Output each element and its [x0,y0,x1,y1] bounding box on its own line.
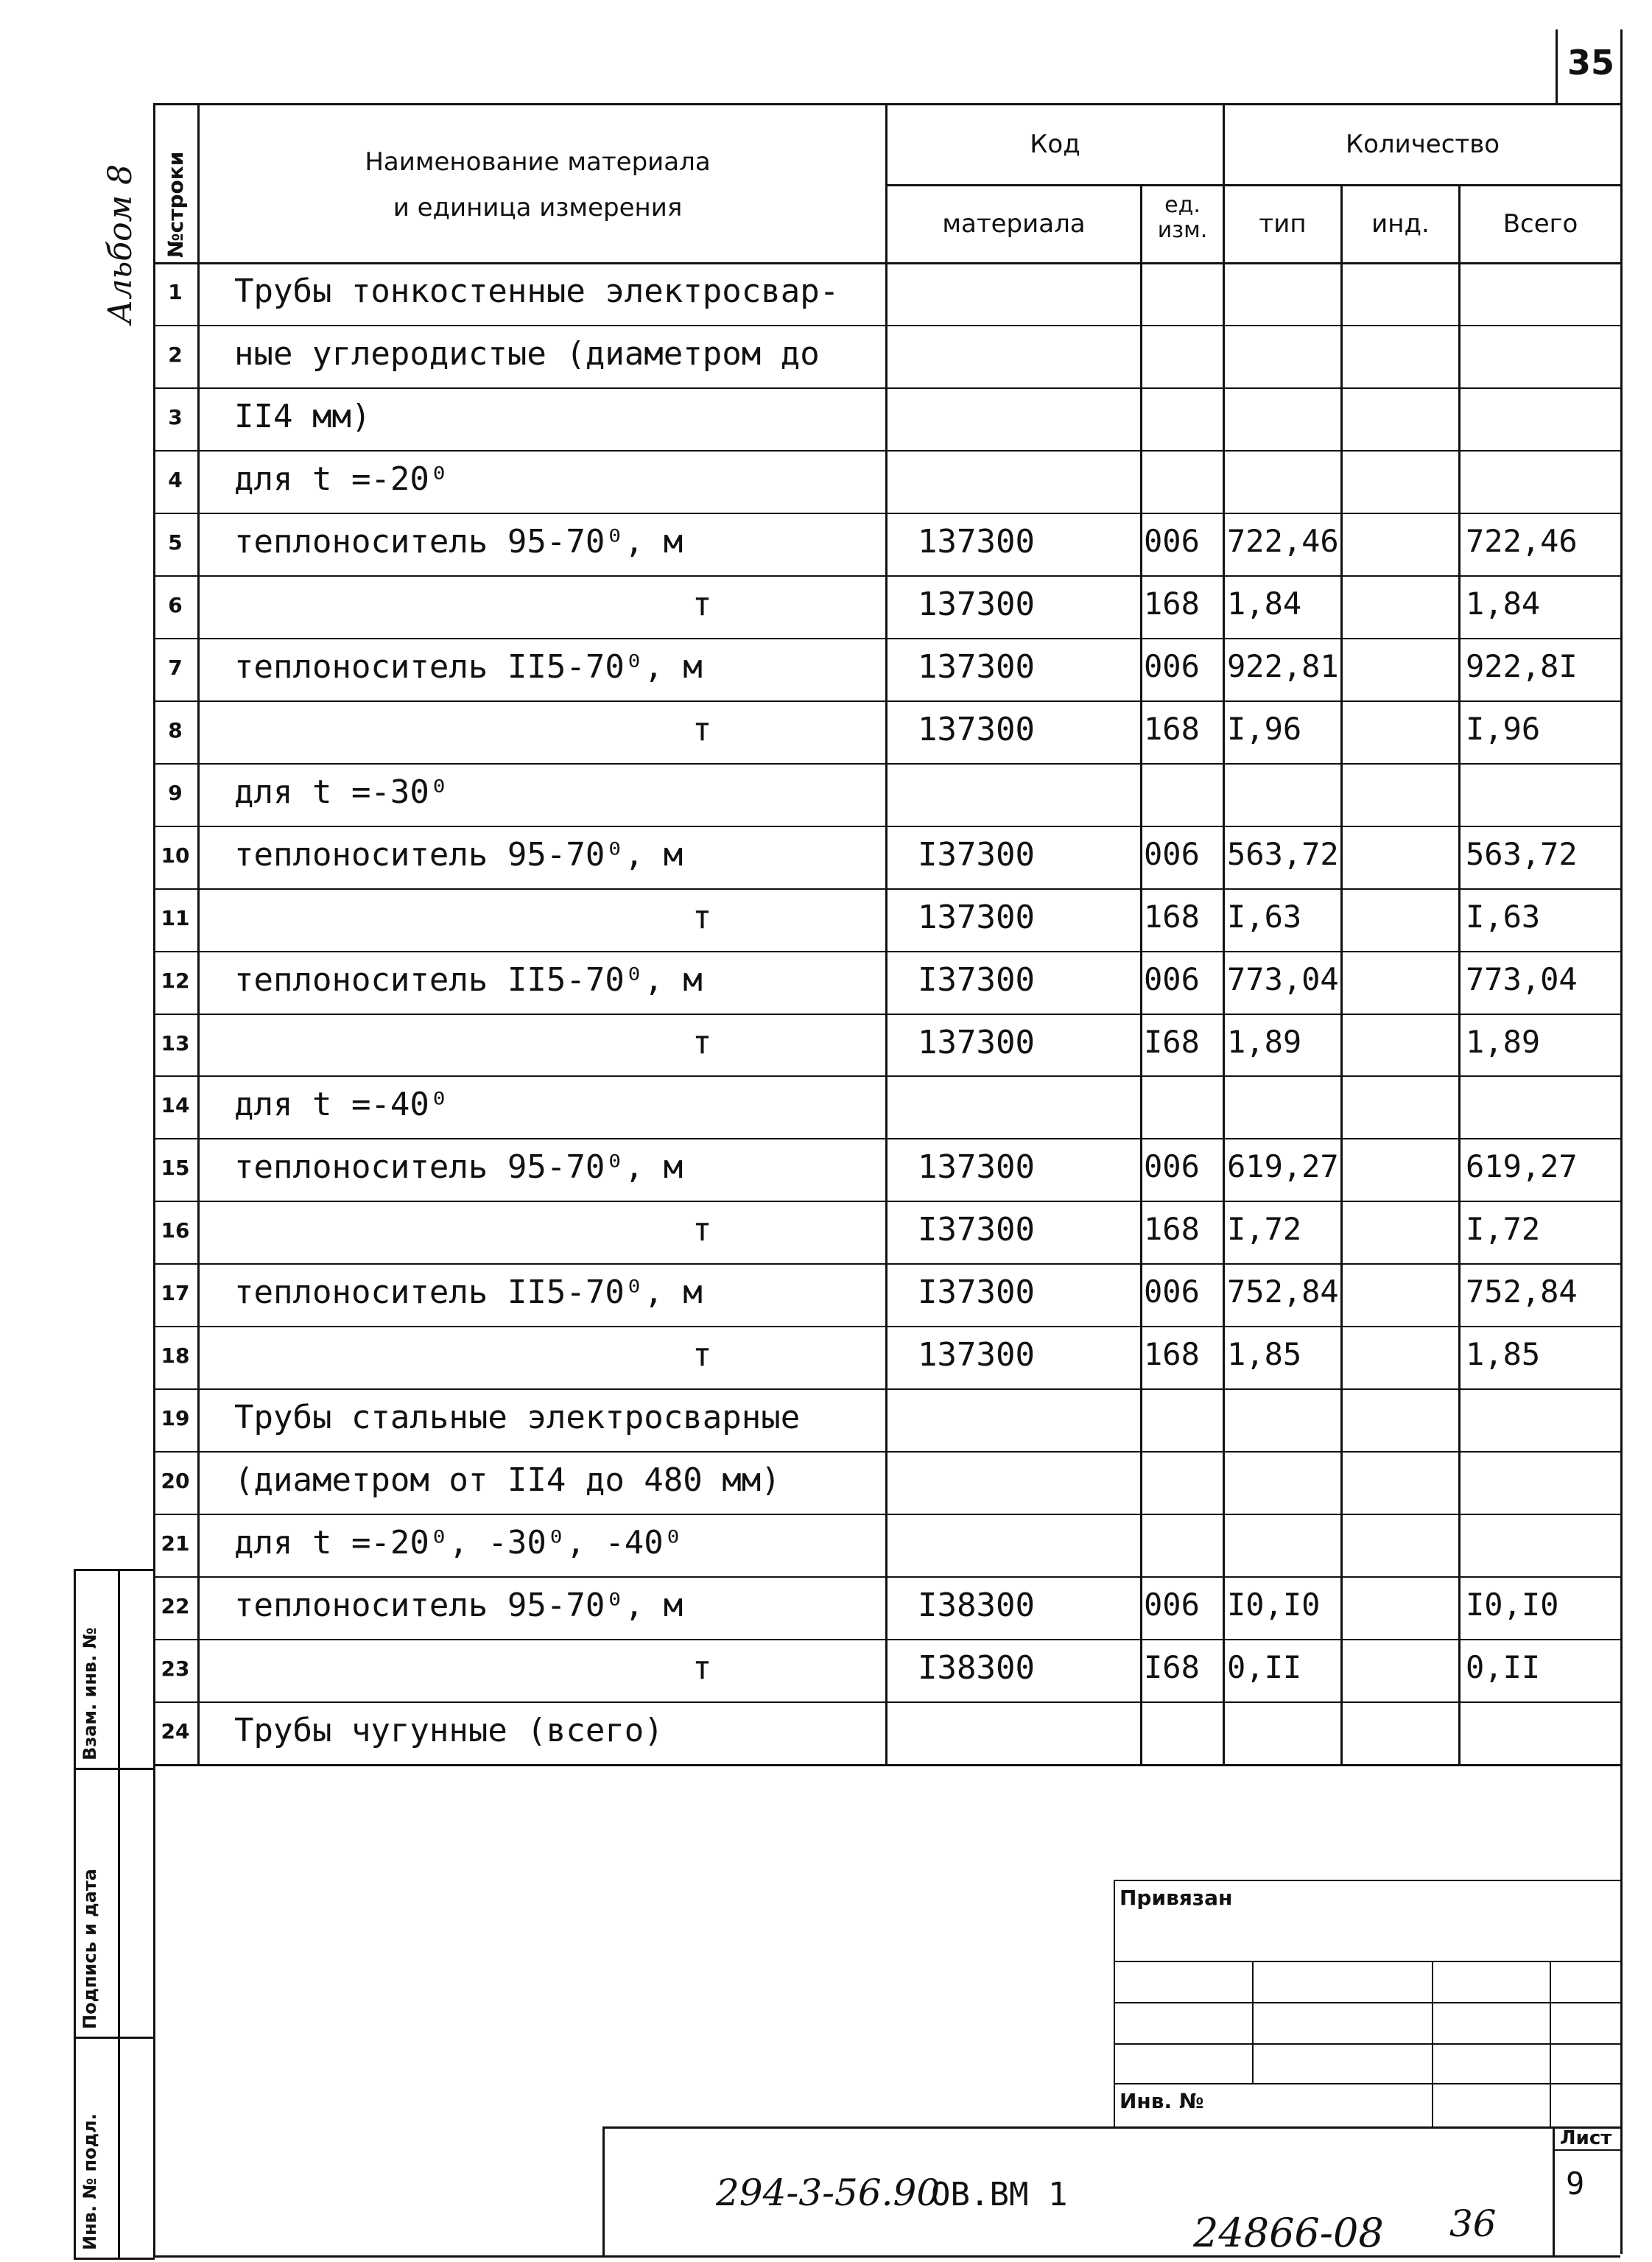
material-code: 137300 [918,648,1035,686]
material-code: I37300 [918,1211,1035,1249]
unit-code: 006 [1144,523,1200,560]
material-code: 137300 [918,711,1035,749]
row-divider [153,513,1620,514]
qty-tip: 922,81 [1227,648,1339,685]
row-number: 10 [161,843,190,868]
material-name: теплоноситель 95-70⁰, м [234,1587,683,1625]
row-divider [153,763,1620,765]
material-code: 137300 [918,586,1035,624]
privyazan-label: Привязан [1120,1886,1233,1910]
material-name: (диаметром от II4 до 480 мм) [234,1461,781,1500]
inv-no-label: Инв. № [1120,2089,1204,2113]
material-name: т [692,899,712,937]
material-name: т [692,1211,712,1249]
total-header: Всего [1502,209,1578,239]
name-header-line2: и единица измерения [393,193,683,222]
material-name: т [692,1649,712,1687]
qty-total: I0,I0 [1466,1587,1559,1623]
unit-code: I68 [1144,1649,1200,1686]
doc-box-top [602,2126,1620,2129]
archive-page: 36 [1449,2202,1497,2245]
row-divider [153,1263,1620,1265]
row-divider [153,1138,1620,1139]
material-code: 137300 [918,1148,1035,1187]
ind-column-border [1340,184,1343,1764]
material-name: т [692,1024,712,1062]
row-number: 2 [168,343,183,368]
privyazan-col-2 [1432,1961,1433,2126]
row-divider [153,575,1620,577]
row-number: 21 [161,1531,190,1556]
material-code: I37300 [918,836,1035,874]
privyazan-line-1 [1114,1961,1620,1962]
row-divider [153,1326,1620,1327]
row-number: 9 [168,781,183,806]
margin-inner-border [118,1569,120,2258]
qty-tip: I,72 [1227,1211,1302,1248]
material-name: теплоноситель 95-70⁰, м [234,836,683,874]
material-name: Трубы стальные электросварные [234,1399,801,1437]
qty-total: I,96 [1466,711,1541,748]
qty-total: 1,85 [1466,1336,1541,1373]
row-divider [153,888,1620,890]
row-divider [153,1014,1620,1015]
doc-suffix: ОВ.ВМ 1 [931,2176,1068,2213]
material-name: для t =-40⁰ [234,1086,449,1124]
row-divider [153,450,1620,452]
row-number: 18 [161,1343,190,1369]
qty-tip: I0,I0 [1227,1587,1321,1623]
material-name: для t =-30⁰ [234,773,449,812]
row-number: 11 [161,906,190,931]
qty-total: 773,04 [1466,961,1578,998]
row-number: 3 [168,405,183,430]
unit-code: I68 [1144,1024,1200,1061]
material-name: теплоноситель II5-70⁰, м [234,648,703,686]
privyazan-top [1114,1880,1620,1881]
podpis-data-label: Подпись и дата [80,1869,100,2029]
row-number: 23 [161,1657,190,1682]
doc-box-left [602,2126,605,2258]
material-name: Трубы тонкостенные электросвар- [234,273,840,311]
privyazan-col-1 [1252,1961,1254,2083]
material-name: теплоноситель 95-70⁰, м [234,1148,683,1187]
unit-code: 168 [1144,899,1200,935]
qty-tip: 619,27 [1227,1148,1339,1185]
row-divider [153,700,1620,702]
row-divider [153,387,1620,389]
qty-tip: I,63 [1227,899,1302,935]
privyazan-line-4 [1114,2083,1620,2084]
unit-code: 168 [1144,586,1200,622]
material-name: для t =-20⁰, -30⁰, -40⁰ [234,1524,683,1562]
sheet-box-left [1553,2126,1555,2258]
qty-tip: 773,04 [1227,961,1339,998]
sheet-number: 9 [1566,2166,1585,2202]
header-sub-border [885,184,1620,186]
qty-tip: 722,46 [1227,523,1339,560]
row-number: 6 [168,593,183,618]
vzam-inv-label: Взам. инв. № [80,1627,100,1760]
row-number: 4 [168,468,183,493]
unit-code: 168 [1144,711,1200,748]
inv-podl-label: Инв. № подл. [80,2113,100,2250]
qty-total: 619,27 [1466,1148,1578,1185]
unit-code: 006 [1144,836,1200,873]
unit-code: 006 [1144,1148,1200,1185]
row-number: 15 [161,1156,190,1181]
privyazan-col-3 [1550,1961,1551,2126]
total-column-border [1458,184,1461,1764]
qty-total: 1,84 [1466,586,1541,622]
stamp-bottom-border [153,2255,1620,2258]
margin-divider-1 [74,1768,155,1770]
material-code: 137300 [918,899,1035,937]
unit-code: 168 [1144,1336,1200,1373]
material-code: 137300 [918,523,1035,561]
unit-code: 006 [1144,1587,1200,1623]
row-number: 22 [161,1594,190,1619]
row-divider [153,1576,1620,1578]
row-number: 7 [168,656,183,681]
material-name: II4 мм) [234,398,371,436]
material-code: I37300 [918,961,1035,1000]
row-divider [153,1451,1620,1453]
name-header-line1: Наименование материала [365,147,711,177]
margin-outer-border [74,1569,76,2258]
row-divider [153,1388,1620,1390]
row-number: 24 [161,1719,190,1744]
unit-code: 006 [1144,961,1200,998]
sheet-corner-number: 35 [1567,43,1615,82]
material-name: теплоноситель 95-70⁰, м [234,523,683,561]
doc-code: 294-3-56.90 [716,2171,941,2214]
qty-tip: 0,II [1227,1649,1302,1686]
qty-tip: 1,89 [1227,1024,1302,1061]
row-divider [153,1701,1620,1703]
corner-box-border [1556,29,1558,103]
unit-column-border [1140,184,1142,1764]
qty-tip: I,96 [1227,711,1302,748]
unit-code: 006 [1144,1274,1200,1310]
code-group-header: Код [1030,130,1080,159]
material-name: т [692,711,712,749]
row-divider [153,1201,1620,1202]
material-code: I38300 [918,1587,1035,1625]
material-name: т [692,586,712,624]
row-number: 13 [161,1031,190,1056]
table-right-border [1620,29,1623,2254]
row-divider [153,638,1620,639]
row-divider [153,1075,1620,1077]
row-number-header: №строки [164,151,188,258]
row-divider [153,951,1620,952]
stamp-left-border [153,1764,155,2258]
table-bottom-border [153,1764,1620,1766]
row-number: 14 [161,1093,190,1118]
material-code: 137300 [918,1024,1035,1062]
row-number: 20 [161,1469,190,1494]
row-divider [153,1514,1620,1515]
qty-group-header: Количество [1345,130,1500,159]
qty-tip: 563,72 [1227,836,1339,873]
sheet-label: Лист [1560,2127,1612,2149]
margin-top-border [74,1569,155,1571]
privyazan-line-2 [1114,2002,1620,2003]
qty-total: I,63 [1466,899,1541,935]
row-divider [153,325,1620,326]
qty-tip: 1,84 [1227,586,1302,622]
qty-total: 722,46 [1466,523,1578,560]
unit-header: ед. изм. [1157,192,1208,243]
ind-header: инд. [1371,209,1430,239]
row-number: 8 [168,718,183,743]
qty-tip: 1,85 [1227,1336,1302,1373]
material-name: теплоноситель II5-70⁰, м [234,961,703,1000]
material-code: I38300 [918,1649,1035,1687]
album-label: Альбом 8 [102,164,139,324]
material-name: Трубы чугунные (всего) [234,1712,664,1750]
material-name: ные углеродистые (диаметром до [234,335,820,373]
material-code: 137300 [918,1336,1035,1374]
material-name: теплоноситель II5-70⁰, м [234,1274,703,1312]
row-divider [153,1639,1620,1640]
unit-code: 006 [1144,648,1200,685]
qty-total: 1,89 [1466,1024,1541,1061]
tip-header: тип [1259,209,1307,239]
qty-total: I,72 [1466,1211,1541,1248]
material-name: для t =-20⁰ [234,460,449,499]
material-code: I37300 [918,1274,1035,1312]
row-number: 5 [168,530,183,555]
qty-total: 563,72 [1466,836,1578,873]
archive-number: 24866-08 [1193,2210,1384,2256]
unit-code: 168 [1144,1211,1200,1248]
row-divider [153,826,1620,827]
code-header: материала [942,209,1086,239]
row-number: 16 [161,1218,190,1243]
row-number: 1 [168,280,183,305]
qty-total: 922,8I [1466,648,1578,685]
material-name: т [692,1336,712,1374]
qty-total: 0,II [1466,1649,1541,1686]
row-number: 17 [161,1281,190,1306]
margin-divider-2 [74,2037,155,2039]
sheet-box-divider [1553,2149,1620,2151]
qty-tip: 752,84 [1227,1274,1339,1310]
privyazan-line-3 [1114,2043,1620,2045]
margin-bottom-border [74,2258,155,2260]
row-number: 19 [161,1406,190,1431]
qty-total: 752,84 [1466,1274,1578,1310]
row-number: 12 [161,969,190,994]
